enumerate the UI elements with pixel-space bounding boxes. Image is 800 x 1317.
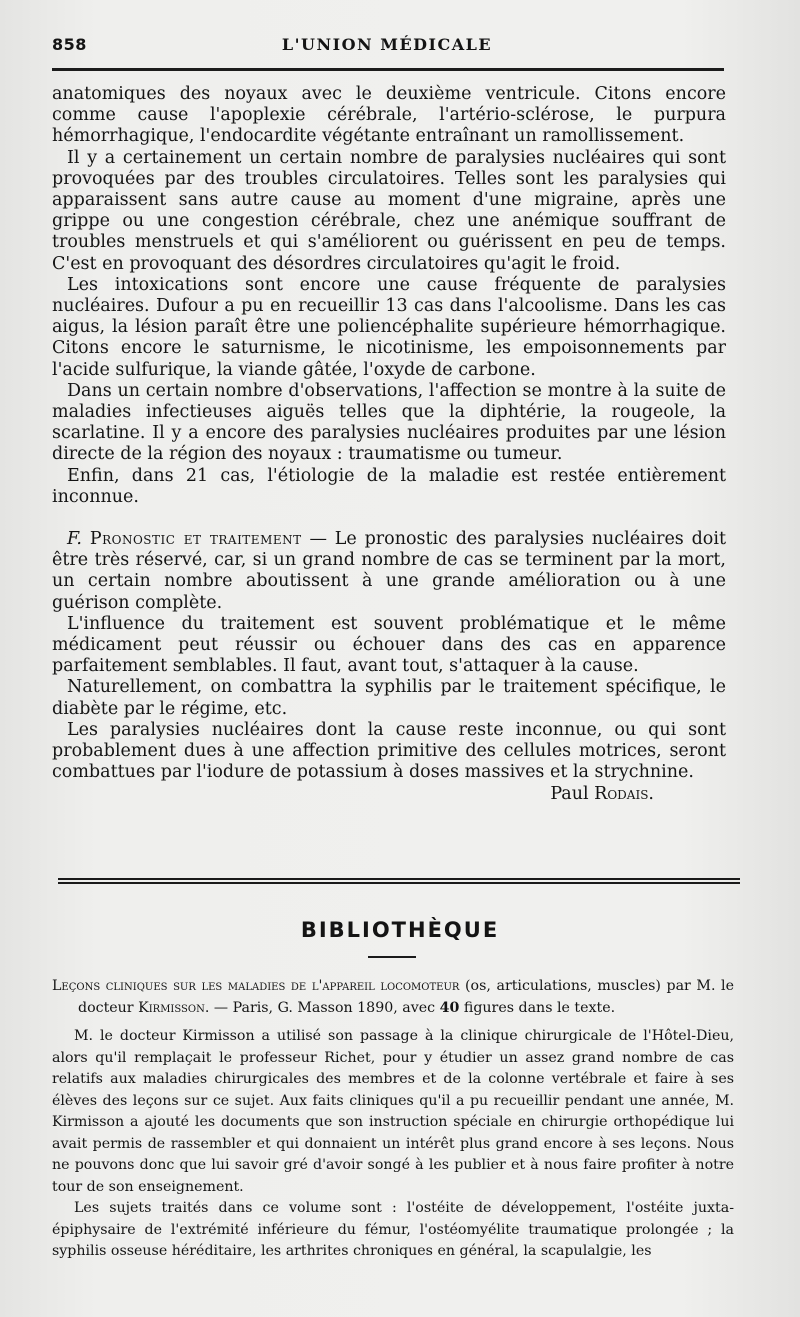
paragraph-unknown: Enfin, dans 21 cas, l'étiologie de la maladie est restée entièrement inconnue. [52, 465, 726, 507]
paragraph-circulatory: Il y a certainement un certain nombre de paralysies nucléaires qui sont provoquées par des troubles circulatoires. Telles sont les paralysies qui apparaissent sans autre cause au moment d'une migraine, après une grippe ou une congestion cérébrale, chez une anémique souffrant de troubles menstruels et qui s'améliorent ou guérissent en peu de temps. C'est en provoquant des désordres circulatoires qu'agit le froid. [52, 147, 726, 274]
paragraph-traitement: L'influence du traitement est souvent problématique et le même médicament peut réussir ou échouer dans des cas en apparence parfaitement semblables. Il faut, avant tout, s'attaquer à la cause. [52, 613, 726, 677]
section-dash: — [301, 529, 335, 550]
signature-first: Paul [550, 783, 595, 804]
bibliotheque-body [52, 976, 734, 1263]
running-title: L'UNION MÉDICALE [281, 35, 493, 54]
paragraph-iodure: Les paralysies nucléaires dont la cause reste inconnue, ou qui sont probablement dues à une affection primitive des cellules motrices, seront combattues par l'iodure de potassium à doses massives et la strychnine. [52, 719, 726, 783]
book-author: Kirmisson [138, 999, 205, 1016]
book-title: Leçons cliniques sur les maladies de l'appareil locomoteur [52, 978, 460, 994]
page-number: 858 [52, 35, 87, 54]
review-paragraph-1: M. le docteur Kirmisson a utilisé son passage à la clinique chirurgicale de l'Hôtel-Dieu, alors qu'il remplaçait le professeur Richet, pour y étudier un assez grand nombre de cas relatifs aux maladies chirurgicales des membres et de la colonne vertébrale et faire à ses élèves des leçons sur ce sujet. Aux faits cliniques qu'il a pu recueillir pendant une année, M. Kirmisson a ajouté les documents que son instruction spéciale en chirurgie orthopédique lui avait permis de rassembler et qui donnaient un intérêt plus grand encore à ses leçons. Nous ne pouvons donc que lui savoir gré d'avoir songé à les publier et à nous faire profiter à notre tour de son enseignement. [52, 1028, 734, 1195]
book-ref-part-1: (os, articulations, muscles) par M. le docteur [78, 978, 734, 1016]
book-ref-part-2: . — Paris, G. Masson 1890, avec [204, 999, 440, 1016]
article-body [52, 84, 726, 805]
author-signature [52, 784, 726, 805]
paragraph-pronostic: Le pronostic des paralysies nucléaires doit être très réservé, car, si un grand nombre de cas se terminent par la mort, un certain nombre aboutissent à une grande amélioration ou à une guérison complète. [52, 529, 726, 613]
signature-last: Rodais. [594, 783, 654, 804]
section-divider [58, 878, 740, 884]
section-pronostic [52, 529, 726, 614]
review-paragraph-2: Les sujets traités dans ce volume sont : l'ostéite de développement, l'ostéite juxta-épiphysaire de l'extrémité inférieure du fémur, l'ostéomyélite traumatique prolongée ; la syphilis osseuse héréditaire, les arthrites chroniques en général, la scapulalgie, les [52, 1200, 734, 1259]
section-title: Pronostic et traitement [89, 529, 302, 550]
paragraph-etiology-1: anatomiques des noyaux avec le deuxième ventricule. Citons encore comme cause l'apoplexie cérébrale, l'artério-sclérose, le purpura hémorrhagique, l'endocardite végétante entraînant un ramollissement. [52, 84, 726, 147]
header-rule [52, 68, 724, 71]
paragraph-infections: Dans un certain nombre d'observations, l'affection se montre à la suite de maladies infectieuses aiguës telles que la diphtérie, la rougeole, la scarlatine. Il y a encore des paralysies nucléaires produites par une lésion directe de la région des noyaux : traumatisme ou tumeur. [52, 380, 726, 465]
page-header [52, 33, 722, 63]
book-reference [52, 976, 734, 1019]
book-ref-part-3: figures dans le texte. [459, 999, 616, 1016]
section-letter: F. [67, 529, 82, 550]
paragraph-intoxications: Les intoxications sont encore une cause fréquente de paralysies nucléaires. Dufour a pu en recueillir 13 cas dans l'alcoolisme. Dans les cas aigus, la lésion paraît être une poliencéphalite supérieure hémorrhagique. Citons encore le saturnisme, le nicotinisme, les empoisonnements par l'acide sulfurique, la viande gâtée, l'oxyde de carbone. [52, 274, 726, 380]
bibliotheque-title: BIBLIOTHÈQUE [300, 918, 500, 942]
bibliotheque-rule [368, 956, 416, 958]
book-figures-count: 40 [439, 999, 460, 1016]
paragraph-syphilis: Naturellement, on combattra la syphilis par le traitement spécifique, le diabète par le régime, etc. [52, 677, 726, 719]
